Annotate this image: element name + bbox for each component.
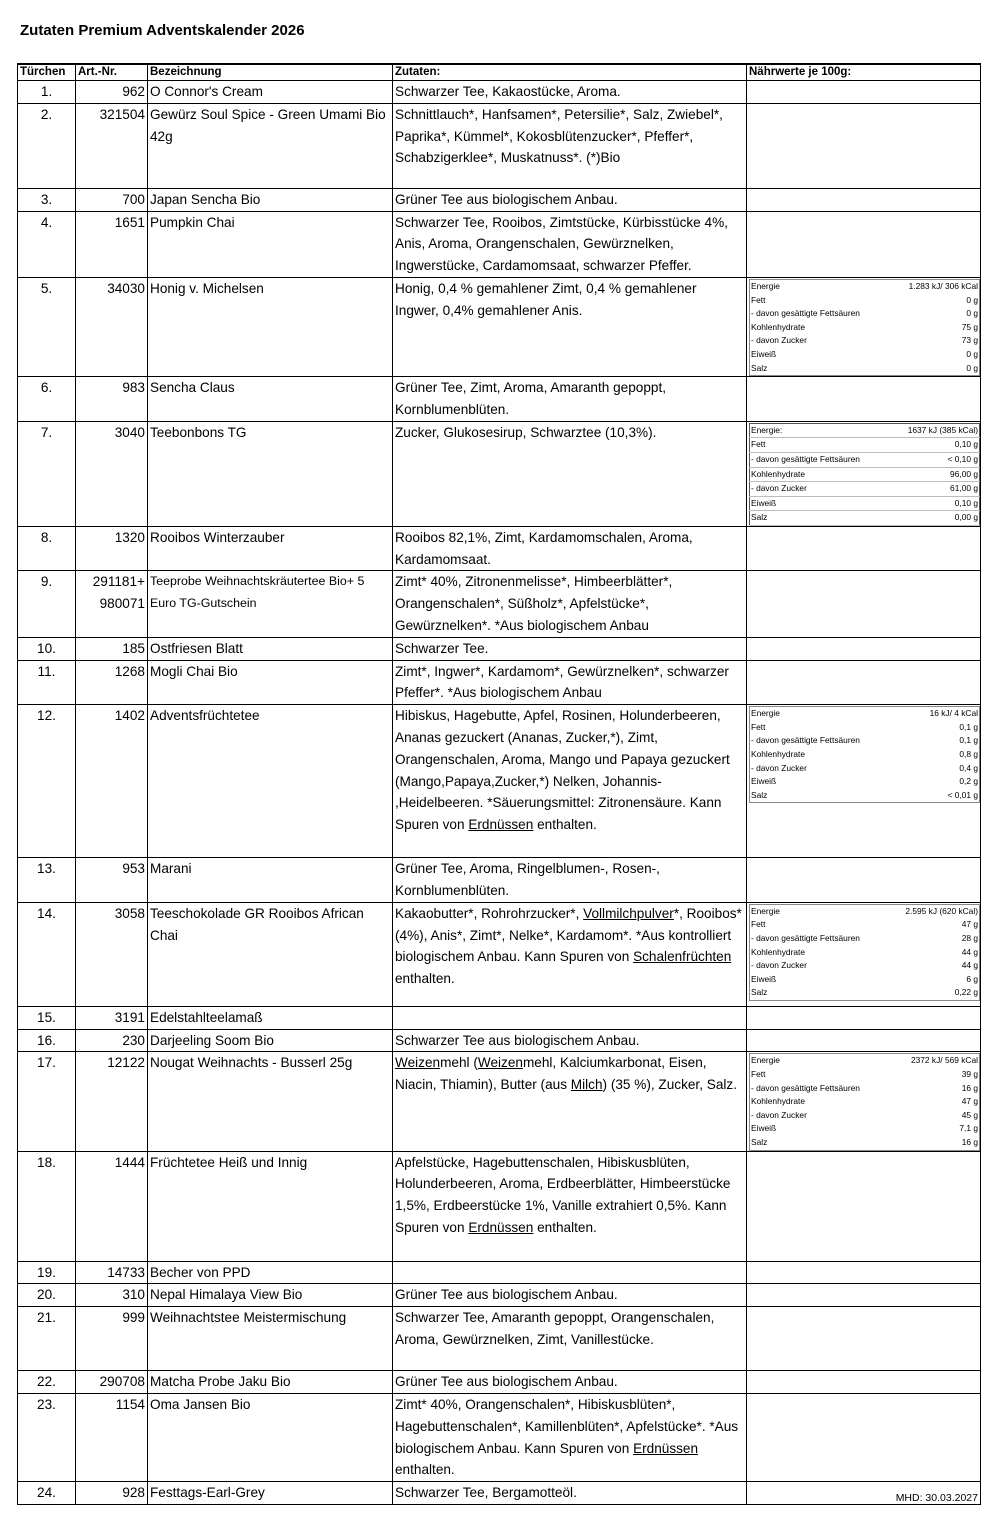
article-number: 185 (76, 637, 148, 660)
allergen-highlight: Erdnüssen (633, 1440, 699, 1456)
product-name: Ostfriesen Blatt (148, 637, 393, 660)
ingredients-text: Hibiskus, Hagebutte, Apfel, Rosinen, Holunderbeeren, Ananas gezuckert (Ananas, Zucker,*), Zimt, Orangenschalen, Aroma, Mango und Papaya gezuckert (Mango,Papaya,Zucker,*) Nelken, Johannis- ,Heidelbeeren. *Säuerungsmittel: Zitronensäure. Kann Spuren von (395, 708, 730, 833)
nutrition-cell (747, 1371, 981, 1394)
ingredients: Grüner Tee, Zimt, Aroma, Amaranth gepoppt, Kornblumenblüten. (393, 377, 747, 422)
table-row (18, 1307, 981, 1371)
ingredients: Zimt*, Ingwer*, Kardamom*, Gewürznelken*, schwarzer Pfeffer*. *Aus biologischem Anbau (393, 660, 747, 705)
table-row (18, 1371, 981, 1394)
nutrient-label: - davon gesättigte Fettsäuren (750, 452, 889, 467)
nutrition-cell (747, 211, 981, 277)
door-number: 9. (18, 571, 76, 637)
ingredients (393, 1052, 747, 1151)
nutrient-value: 0,22 g (954, 987, 978, 998)
ingredients (393, 1151, 747, 1261)
table-row (18, 1394, 981, 1482)
ingredients-table (17, 63, 981, 1505)
door-number: 23. (18, 1394, 76, 1482)
product-name: Pumpkin Chai (148, 211, 393, 277)
door-number: 19. (18, 1261, 76, 1284)
product-name: Becher von PPD (148, 1261, 393, 1284)
nutrition-cell (747, 705, 981, 858)
article-number: 953 (76, 858, 148, 903)
nutrient-label: Kohlenhydrate (751, 946, 806, 957)
nutrition-cell (747, 1052, 981, 1151)
product-name: Mogli Chai Bio (148, 660, 393, 705)
nutrient-value: < 0,01 g (947, 789, 978, 800)
nutrient-value: 0 g (966, 294, 978, 305)
door-number: 5. (18, 277, 76, 376)
nutrient-label: Energie (751, 905, 780, 916)
nutrition-cell (747, 858, 981, 903)
table-row (18, 1261, 981, 1284)
ingredients: Zimt* 40%, Zitronenmelisse*, Himbeerblätter*, Orangenschalen*, Süßholz*, Apfelstücke*, Gewürznelken*. *Aus biologischem Anbau (393, 571, 747, 637)
ingredients (393, 1394, 747, 1482)
product-name: Japan Sencha Bio (148, 188, 393, 211)
ingredients (393, 902, 747, 1006)
nutrition-table (749, 1053, 980, 1150)
door-number: 18. (18, 1151, 76, 1261)
nutrition-cell (747, 902, 981, 1006)
nutrient-value: 0 g (966, 362, 978, 373)
ingredients-text: enthalten. (395, 971, 455, 987)
nutrient-value: 44 g (961, 960, 978, 971)
nutrient-label: Kohlenhydrate (751, 321, 806, 332)
table-row (18, 571, 981, 637)
nutrition-table (749, 279, 980, 376)
allergen-highlight: Schalenfrüchten (633, 949, 732, 965)
table-row (18, 277, 981, 376)
ingredients: Zucker, Glukosesirup, Schwarztee (10,3%). (393, 421, 747, 526)
door-number: 14. (18, 902, 76, 1006)
nutrition-cell (747, 103, 981, 188)
product-name: Früchtetee Heiß und Innig (148, 1151, 393, 1261)
nutrient-value: 0,8 g (959, 749, 978, 760)
ingredients (393, 1261, 747, 1284)
product-name: Oma Jansen Bio (148, 1394, 393, 1482)
article-number: 290708 (76, 1371, 148, 1394)
ingredients: Schwarzer Tee, Kakaostücke, Aroma. (393, 81, 747, 104)
article-number: 3058 (76, 902, 148, 1006)
nutrient-value: 16 kJ/ 4 kCal (929, 708, 978, 719)
ingredients: Schwarzer Tee, Rooibos, Zimtstücke, Kürbisstücke 4%, Anis, Aroma, Orangenschalen, Gewürznelken, Ingwerstücke, Cardamomsaat, schwarzer Pfeffer. (393, 211, 747, 277)
table-row (18, 1006, 981, 1029)
nutrient-label: Eiweiß (751, 1123, 777, 1134)
nutrition-cell (747, 377, 981, 422)
nutrient-value: 45 g (961, 1109, 978, 1120)
nutrient-label: Eiweiß (751, 776, 777, 787)
table-row (18, 1052, 981, 1151)
ingredients: Schnittlauch*, Hanfsamen*, Petersilie*, Salz, Zwiebel*, Paprika*, Kümmel*, Kokosblütenzucker*, Pfeffer*, Schabzigerklee*, Muskatnuss*. (*)Bio (393, 103, 747, 188)
ingredients: Grüner Tee, Aroma, Ringelblumen-, Rosen-, Kornblumenblüten. (393, 858, 747, 903)
nutrient-label: Eiweiß (750, 496, 889, 511)
product-name: Matcha Probe Jaku Bio (148, 1371, 393, 1394)
nutrient-label: Fett (750, 438, 889, 453)
nutrition-cell (747, 188, 981, 211)
nutrient-label: Fett (751, 294, 766, 305)
product-name: Marani (148, 858, 393, 903)
ingredients-text: *, Rooibos* (4%), Anis*, Zimt*, Nelke*, Kardamom*. *Aus kontrolliert biologischem Anbau. Kann Spuren von (395, 905, 742, 965)
nutrient-value: 75 g (961, 321, 978, 332)
nutrient-label: Energie (751, 280, 780, 291)
article-number: 291181+ 980071 (76, 571, 148, 637)
nutrient-value: 0,2 g (959, 776, 978, 787)
product-name: Rooibos Winterzauber (148, 526, 393, 571)
nutrient-value: 1637 kJ (385 kCal) (889, 423, 980, 438)
ingredients: Schwarzer Tee, Amaranth gepoppt, Orangenschalen, Aroma, Gewürznelken, Zimt, Vanillestücke. (393, 1307, 747, 1371)
nutrition-cell (747, 1151, 981, 1261)
nutrient-label: Salz (751, 789, 768, 800)
ingredients: Schwarzer Tee aus biologischem Anbau. (393, 1029, 747, 1052)
nutrient-value: 47 g (961, 919, 978, 930)
nutrition-cell (747, 81, 981, 104)
article-number: 1651 (76, 211, 148, 277)
door-number: 12. (18, 705, 76, 858)
table-row (18, 377, 981, 422)
product-name: Adventsfrüchtetee (148, 705, 393, 858)
header-name: Bezeichnung (148, 64, 393, 81)
ingredients: Schwarzer Tee, Bergamotteöl. (393, 1482, 747, 1505)
article-number: 12122 (76, 1052, 148, 1151)
ingredients: Grüner Tee aus biologischem Anbau. (393, 188, 747, 211)
nutrient-label: Fett (751, 919, 766, 930)
nutrient-label: - davon Zucker (751, 762, 807, 773)
header-nutrition: Nährwerte je 100g: (747, 64, 981, 81)
ingredients: Schwarzer Tee. (393, 637, 747, 660)
article-number: 1320 (76, 526, 148, 571)
product-name: Weihnachtstee Meistermischung (148, 1307, 393, 1371)
nutrition-cell (747, 1261, 981, 1284)
nutrition-cell (747, 571, 981, 637)
nutrient-label: Fett (751, 1069, 766, 1080)
door-number: 24. (18, 1482, 76, 1505)
table-row (18, 902, 981, 1006)
nutrient-label: Salz (750, 511, 889, 526)
product-name: Edelstahlteelamaß (148, 1006, 393, 1029)
product-name: Festtags-Earl-Grey (148, 1482, 393, 1505)
nutrient-value: 73 g (961, 335, 978, 346)
nutrient-label: - davon gesättigte Fettsäuren (751, 1082, 860, 1093)
table-row (18, 660, 981, 705)
nutrient-label: Energie (751, 1055, 780, 1066)
nutrient-value: 7,1 g (959, 1123, 978, 1134)
door-number: 4. (18, 211, 76, 277)
nutrient-label: Energie (751, 708, 780, 719)
door-number: 22. (18, 1371, 76, 1394)
nutrient-label: - davon Zucker (751, 335, 807, 346)
allergen-highlight: Erdnüssen (468, 817, 534, 833)
product-name: Sencha Claus (148, 377, 393, 422)
door-number: 8. (18, 526, 76, 571)
article-number: 230 (76, 1029, 148, 1052)
nutrient-value: 6 g (966, 973, 978, 984)
door-number: 15. (18, 1006, 76, 1029)
nutrient-label: Kohlenhydrate (751, 749, 806, 760)
article-number: 3191 (76, 1006, 148, 1029)
ingredients (393, 1006, 747, 1029)
nutrient-label: - davon gesättigte Fettsäuren (751, 308, 860, 319)
nutrition-table (749, 904, 980, 1001)
door-number: 13. (18, 858, 76, 903)
nutrient-value: 0,1 g (959, 721, 978, 732)
nutrient-value: 0,4 g (959, 762, 978, 773)
article-number: 1402 (76, 705, 148, 858)
ingredients-text: Zimt* 40%, Orangenschalen*, Hibiskusblüten*, Hagebuttenschalen*, Kamillenblüten*, Apfelstücke*. *Aus biologischem Anbau. Kann Spuren von (395, 1397, 739, 1456)
nutrient-label: Salz (751, 1137, 768, 1148)
door-number: 16. (18, 1029, 76, 1052)
ingredients-text: enthalten. (533, 817, 597, 833)
door-number: 17. (18, 1052, 76, 1151)
nutrient-value: 96,00 g (889, 467, 980, 482)
article-number: 321504 (76, 103, 148, 188)
nutrition-table (749, 706, 980, 803)
table-row (18, 1482, 981, 1505)
nutrient-label: - davon Zucker (751, 1109, 807, 1120)
nutrition-cell (747, 637, 981, 660)
nutrient-value: 0,10 g (889, 496, 980, 511)
table-row (18, 421, 981, 526)
page-title: Zutaten Premium Adventskalender 2026 (20, 22, 305, 39)
allergen-highlight: Vollmilchpulver (583, 905, 674, 921)
nutrient-label: Eiweiß (751, 973, 777, 984)
nutrition-cell (747, 1284, 981, 1307)
nutrient-value: 1.283 kJ/ 306 kCal (908, 280, 978, 291)
nutrient-value: 61,00 g (889, 482, 980, 497)
nutrition-cell (747, 660, 981, 705)
nutrient-label: - davon Zucker (750, 482, 889, 497)
nutrient-value: 16 g (961, 1137, 978, 1148)
product-name: Gewürz Soul Spice - Green Umami Bio 42g (148, 103, 393, 188)
nutrient-label: Eiweiß (751, 348, 777, 359)
article-number: 928 (76, 1482, 148, 1505)
nutrition-cell (747, 1394, 981, 1482)
nutrient-label: Kohlenhydrate (751, 1096, 806, 1107)
article-number: 999 (76, 1307, 148, 1371)
product-name: Honig v. Michelsen (148, 277, 393, 376)
product-name: Nepal Himalaya View Bio (148, 1284, 393, 1307)
nutrient-value: < 0,10 g (889, 452, 980, 467)
allergen-highlight: Erdnüssen (468, 1220, 534, 1235)
nutrient-label: Fett (751, 721, 766, 732)
table-row (18, 188, 981, 211)
product-name: Darjeeling Soom Bio (148, 1029, 393, 1052)
door-number: 10. (18, 637, 76, 660)
nutrient-label: - davon gesättigte Fettsäuren (751, 933, 860, 944)
nutrient-value: 47 g (961, 1096, 978, 1107)
header-ingredients: Zutaten: (393, 64, 747, 81)
door-number: 3. (18, 188, 76, 211)
nutrient-label: Energie: (750, 423, 889, 438)
table-row (18, 705, 981, 858)
nutrient-value: 2.595 kJ (620 kCal) (905, 905, 978, 916)
header-door: Türchen (18, 64, 76, 81)
nutrient-label: Salz (751, 362, 768, 373)
header-art: Art.-Nr. (76, 64, 148, 81)
ingredients: Grüner Tee aus biologischem Anbau. (393, 1371, 747, 1394)
ingredients: Rooibos 82,1%, Zimt, Kardamomschalen, Aroma, Kardamomsaat. (393, 526, 747, 571)
ingredients-text: ) (35 %), Zucker, Salz. (602, 1077, 737, 1093)
nutrient-value: 2372 kJ/ 569 kCal (910, 1055, 978, 1066)
article-number: 700 (76, 188, 148, 211)
nutrient-value: 0,00 g (889, 511, 980, 526)
nutrient-value: 44 g (961, 946, 978, 957)
product-name: Teeprobe Weihnachtskräutertee Bio+ 5 Euro TG-Gutschein (148, 571, 393, 637)
door-number: 21. (18, 1307, 76, 1371)
nutrient-value: 0 g (966, 348, 978, 359)
article-number: 962 (76, 81, 148, 104)
article-number: 1444 (76, 1151, 148, 1261)
door-number: 1. (18, 81, 76, 104)
ingredients: Honig, 0,4 % gemahlener Zimt, 0,4 % gemahlener Ingwer, 0,4% gemahlener Anis. (393, 277, 747, 376)
allergen-highlight: Weizen (477, 1055, 523, 1071)
table-header-row (18, 64, 981, 81)
nutrient-label: Kohlenhydrate (750, 467, 889, 482)
nutrition-cell (747, 1307, 981, 1371)
product-name: Teebonbons TG (148, 421, 393, 526)
article-number: 1268 (76, 660, 148, 705)
door-number: 20. (18, 1284, 76, 1307)
nutrition-cell (747, 277, 981, 376)
article-number: 983 (76, 377, 148, 422)
table-row (18, 1029, 981, 1052)
nutrient-label: - davon Zucker (751, 960, 807, 971)
product-name: Nougat Weihnachts - Busserl 25g (148, 1052, 393, 1151)
table-row (18, 526, 981, 571)
ingredients-text: enthalten. (395, 1462, 455, 1478)
nutrient-value: 39 g (961, 1069, 978, 1080)
product-name: Teeschokolade GR Rooibos African Chai (148, 902, 393, 1006)
article-number: 1154 (76, 1394, 148, 1482)
ingredients-text: enthalten. (533, 1220, 597, 1235)
article-number: 14733 (76, 1261, 148, 1284)
article-number: 3040 (76, 421, 148, 526)
article-number: 310 (76, 1284, 148, 1307)
ingredients-text: mehl, Kalciumkarbonat, Eisen, Niacin, Thiamin), Butter (aus (395, 1055, 707, 1093)
ingredients (393, 705, 747, 858)
nutrition-cell (747, 1006, 981, 1029)
nutrient-label: - davon gesättigte Fettsäuren (751, 735, 860, 746)
table-row (18, 81, 981, 104)
table-row (18, 211, 981, 277)
ingredients-text: Apfelstücke, Hagebuttenschalen, Hibiskusblüten, Holunderbeeren, Aroma, Erdbeerblätter, Himbeerstücke 1,5%, Erdbeerstücke 1%, Vanille extrahiert 0,5%. Kann Spuren von (395, 1154, 731, 1235)
table-row (18, 858, 981, 903)
allergen-highlight: Milch (570, 1077, 603, 1093)
nutrient-value: 16 g (961, 1082, 978, 1093)
nutrient-value: 28 g (961, 933, 978, 944)
nutrient-label: Salz (751, 987, 768, 998)
nutrition-cell (747, 421, 981, 526)
nutrition-cell (747, 1029, 981, 1052)
product-name: O Connor's Cream (148, 81, 393, 104)
nutrition-table (749, 423, 980, 526)
door-number: 7. (18, 421, 76, 526)
ingredients-text: mehl ( (440, 1055, 478, 1071)
nutrient-value: 0,10 g (889, 438, 980, 453)
table-row (18, 103, 981, 188)
article-number: 34030 (76, 277, 148, 376)
ingredients: Grüner Tee aus biologischem Anbau. (393, 1284, 747, 1307)
table-row (18, 1151, 981, 1261)
ingredients-text: Kakaobutter*, Rohrohrzucker*, (395, 905, 584, 921)
nutrition-cell (747, 526, 981, 571)
door-number: 11. (18, 660, 76, 705)
table-row (18, 1284, 981, 1307)
table-row (18, 637, 981, 660)
best-before-date: MHD: 30.03.2027 (895, 1492, 978, 1504)
allergen-highlight: Weizen (395, 1055, 441, 1071)
nutrient-value: 0,1 g (959, 735, 978, 746)
door-number: 2. (18, 103, 76, 188)
nutrient-value: 0 g (966, 308, 978, 319)
door-number: 6. (18, 377, 76, 422)
